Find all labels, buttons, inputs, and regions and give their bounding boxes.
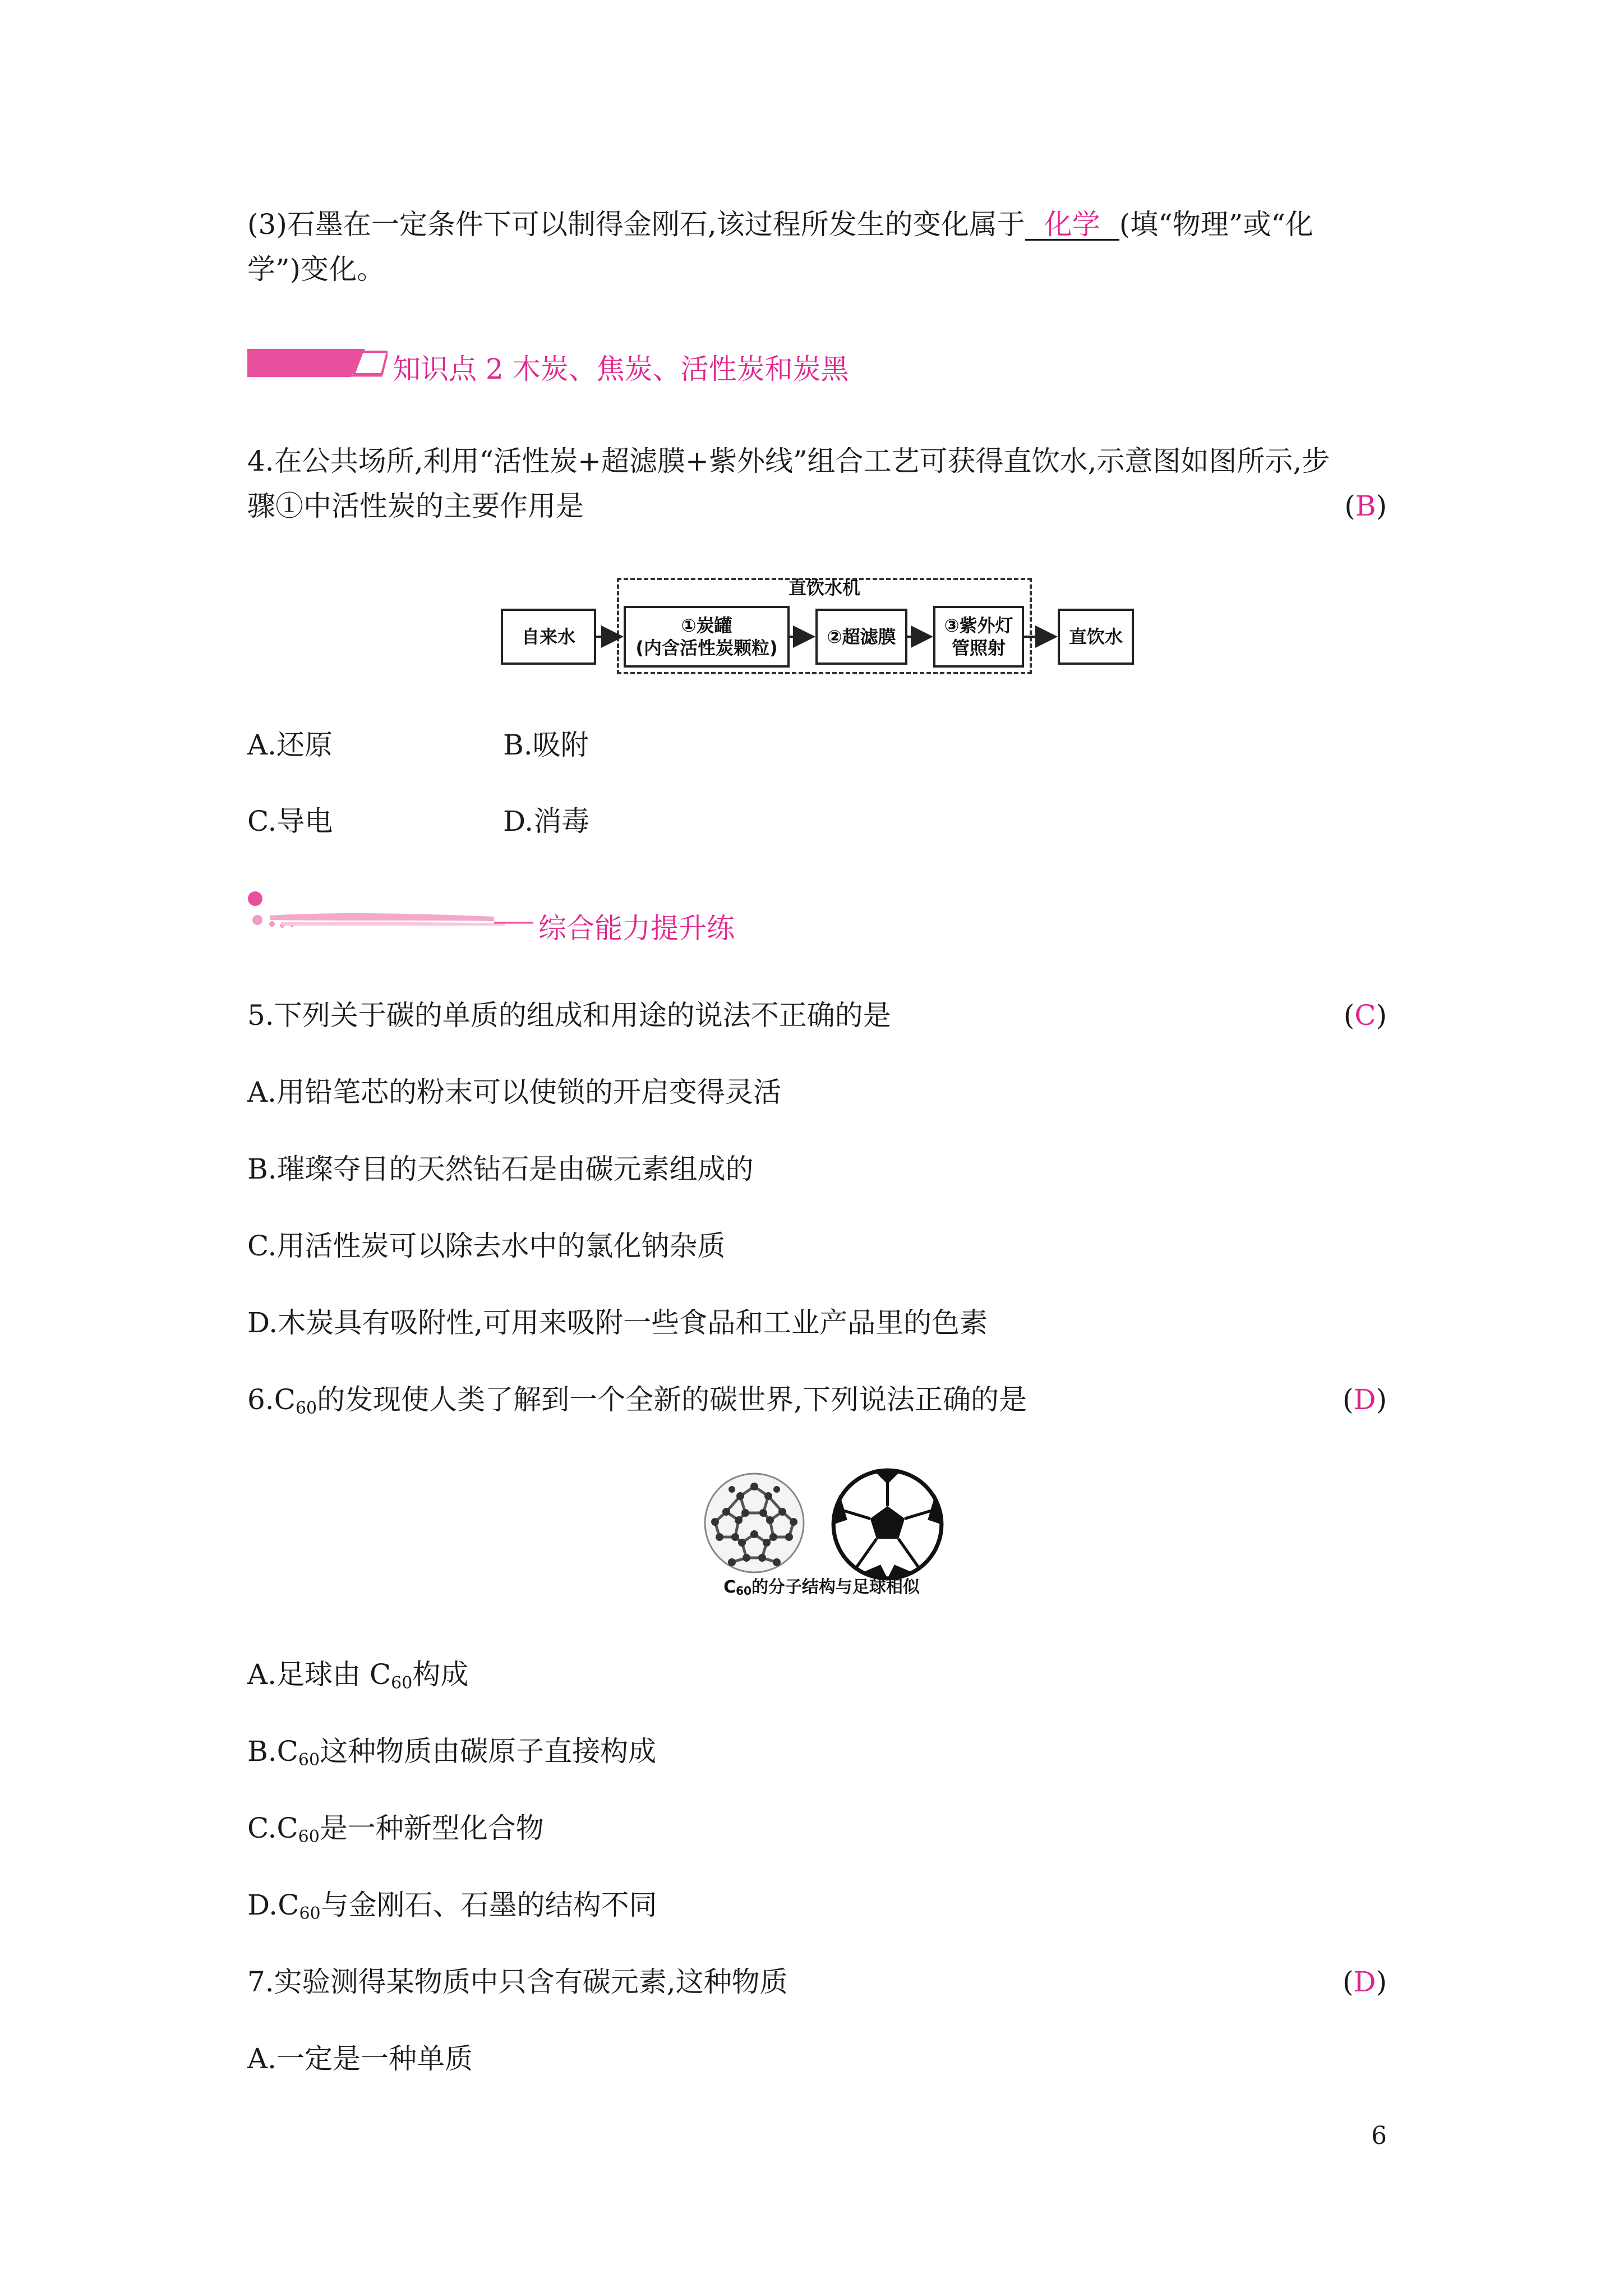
q7-stem: 7.实验测得某物质中只含有碳元素,这种物质 [247,1966,788,1998]
q7-answer-letter: D [1353,1966,1376,1998]
q5-option-b: B.璀璨夺目的天然钻石是由碳元素组成的 [247,1153,754,1185]
q4-option-c: C.导电 [247,805,333,838]
q6-stem: $6.C_{60}$的发现使人类了解到一个全新的碳世界,下列说法正确的是 [247,1383,1027,1418]
q4-option-a: A.还原 [247,729,333,761]
page-number: 6 [1371,2122,1387,2150]
q4-option-d: D.消毒 [503,805,590,838]
q5-option-c: C.用活性炭可以除去水中的氯化钠杂质 [247,1230,726,1262]
soccer-ball-icon [830,1467,945,1582]
q5-stem: 5.下列关于碳的单质的组成和用途的说法不正确的是 [247,999,891,1032]
diagram-step1-box: ①炭罐 (内含活性炭颗粒) [624,606,790,668]
q6-option-a: A.足球由 $C_{60}$构成 [247,1658,469,1693]
section-title-knowledge-point-2: 知识点 2 木炭、焦炭、活性炭和炭黑 [393,353,849,385]
q3-text-after: (填“物理”或“化 [1119,208,1313,241]
q4-answer: (B) [1344,490,1387,522]
section-title-comprehensive-practice: 综合能力提升练 [538,912,735,945]
q4-option-b: B.吸附 [503,729,589,761]
c60-molecule-illustration [698,1467,810,1579]
section-dots-brush-icon [247,886,539,937]
c60-figure-caption: $C_{60}$的分子结构与足球相似 [723,1577,920,1598]
q6-answer: (D) [1342,1383,1387,1416]
q5-answer: (C) [1343,999,1387,1032]
q6-option-c: $C.C_{60}$是一种新型化合物 [247,1812,544,1847]
q6-option-d: $D.C_{60}$与金刚石、石墨的结构不同 [247,1889,657,1924]
q5-option-d: D.木炭具有吸附性,可用来吸附一些食品和工业产品里的色素 [247,1306,988,1339]
diagram-arrows [0,0,1623,729]
diagram-frame-label: 直饮水机 [788,577,860,599]
q6-option-b: $B.C_{60}$这种物质由碳原子直接构成 [247,1735,657,1770]
q3-line2: 学”)变化。 [247,253,385,286]
diagram-output-box: 直饮水 [1058,609,1134,665]
diagram-step2-box: ②超滤膜 [815,609,907,665]
q4-line2: 骤①中活性炭的主要作用是 [247,490,584,522]
q7-answer: (D) [1342,1966,1387,1998]
diagram-step3-box: ③紫外灯 管照射 [933,606,1024,668]
q5-option-a: A.用铅笔芯的粉末可以使锁的开启变得灵活 [247,1076,782,1108]
q5-answer-letter: C [1354,999,1376,1032]
q3-text-before: (3)石墨在一定条件下可以制得金刚石,该过程所发生的变化属于 [247,208,1025,241]
q4-answer-letter: B [1355,490,1376,522]
diagram-input-box: 自来水 [501,609,596,665]
q3-answer-blank: 化学 [1025,210,1119,241]
q4-line1: 4.在公共场所,利用“活性炭+超滤膜+紫外线”组合工艺可获得直饮水,示意图如图所示,步 [247,445,1330,477]
q7-option-a: A.一定是一种单质 [247,2042,473,2075]
q6-answer-letter: D [1353,1383,1376,1416]
